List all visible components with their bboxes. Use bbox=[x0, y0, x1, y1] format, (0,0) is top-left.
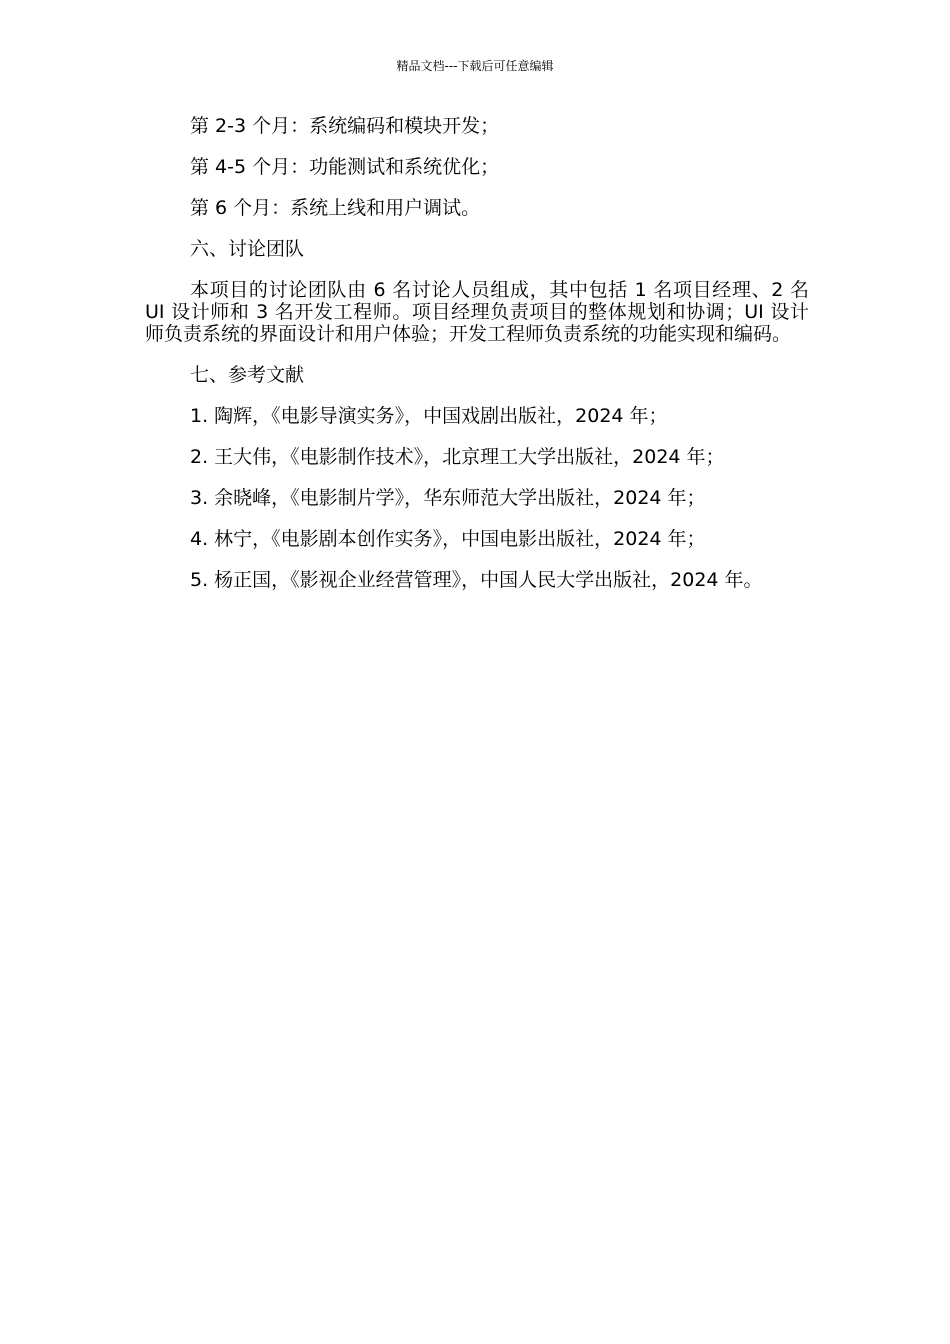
reference-item-4: 4. 林宁，《电影剧本创作实务》，中国电影出版社，2024 年； bbox=[190, 528, 706, 550]
team-description: 本项目的讨论团队由 6 名讨论人员组成，其中包括 1 名项目经理、2 名 UI 设计师和 3 名开发工程师。项目经理负责项目的整体规划和协调；UI 设计师负责系统的界面设计和用户体验；开发工程师负责系统的功能实现和编码。 bbox=[145, 279, 809, 345]
reference-item-2: 2. 王大伟，《电影制作技术》，北京理工大学出版社，2024 年； bbox=[190, 446, 725, 468]
schedule-item-months-2-3: 第 2-3 个月：系统编码和模块开发； bbox=[190, 115, 500, 137]
section-heading-references: 七、参考文献 bbox=[190, 364, 305, 386]
schedule-item-months-4-5: 第 4-5 个月：功能测试和系统优化； bbox=[190, 156, 500, 178]
document-body bbox=[145, 115, 809, 591]
reference-item-3: 3. 余晓峰，《电影制片学》，华东师范大学出版社，2024 年； bbox=[190, 487, 706, 509]
section-heading-team: 六、讨论团队 bbox=[190, 238, 305, 260]
page-header: 精品文档---下载后可任意编辑 bbox=[396, 59, 554, 73]
schedule-item-month-6: 第 6 个月：系统上线和用户调试。 bbox=[190, 197, 481, 219]
reference-item-5: 5. 杨正国，《影视企业经营管理》，中国人民大学出版社，2024 年。 bbox=[190, 569, 763, 591]
reference-item-1: 1. 陶辉，《电影导演实务》，中国戏剧出版社，2024 年； bbox=[190, 405, 668, 427]
